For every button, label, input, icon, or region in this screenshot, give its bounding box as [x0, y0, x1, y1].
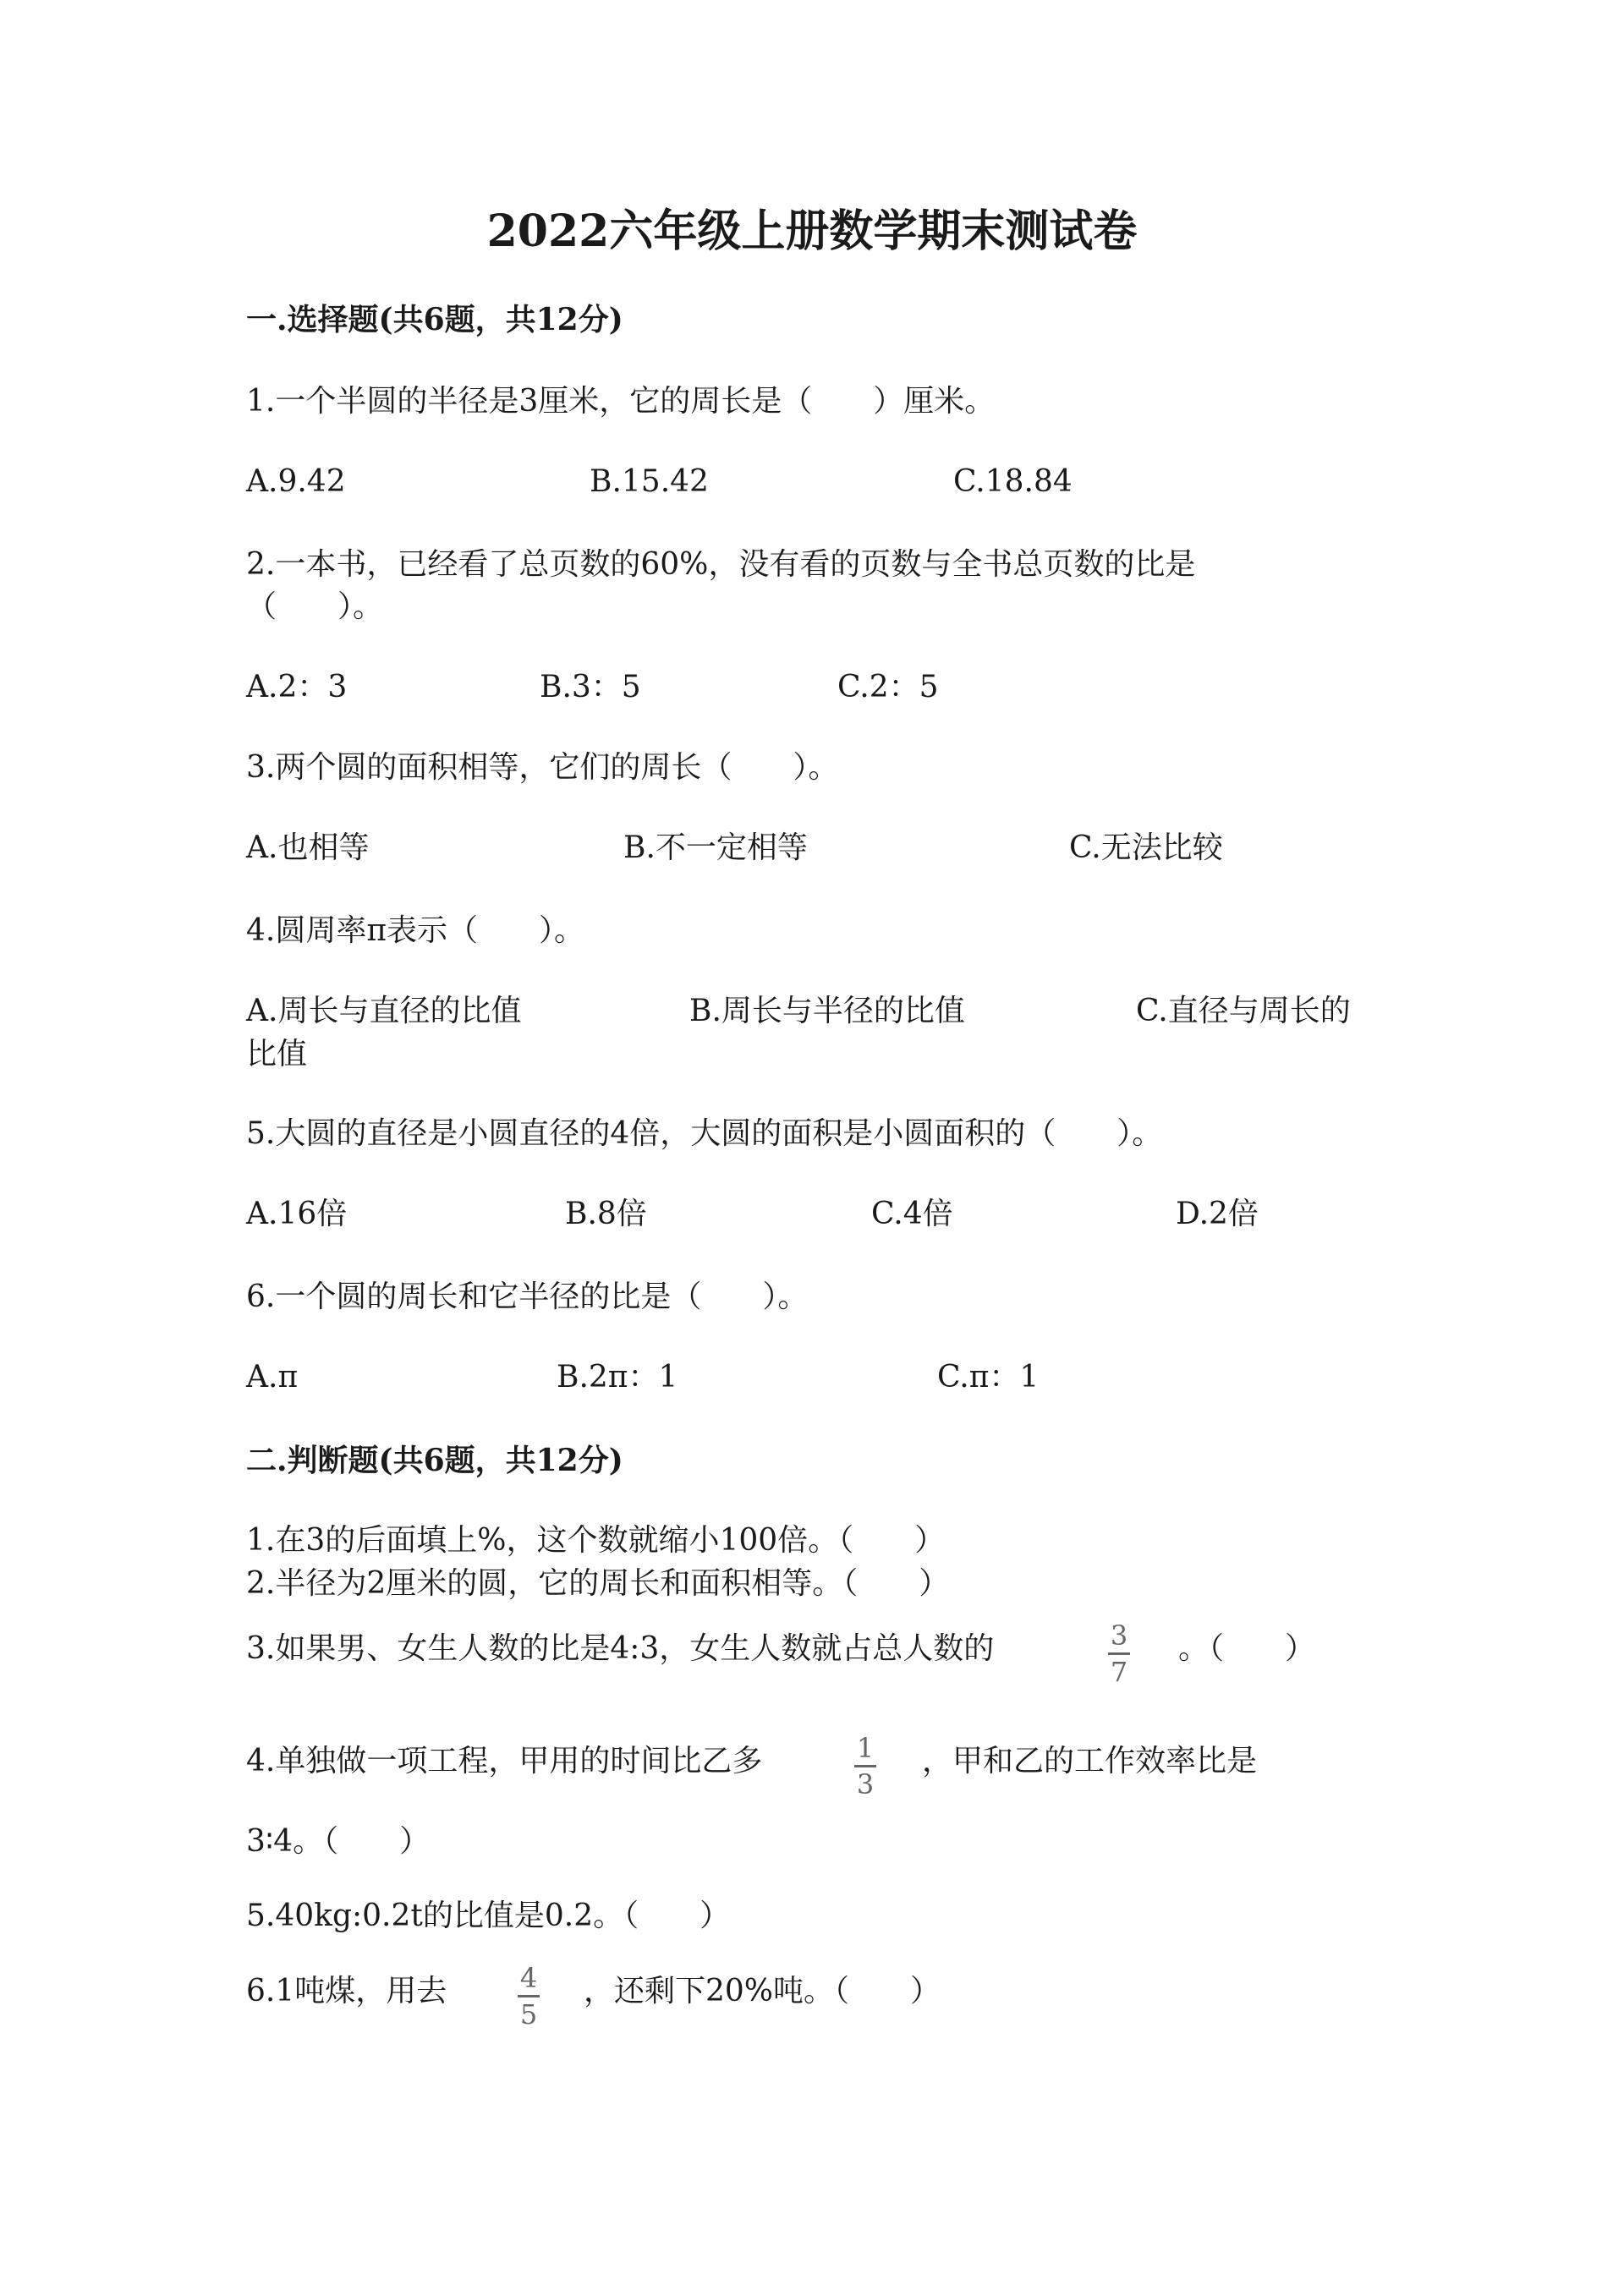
option-c-cont: 比值 — [246, 1037, 308, 1071]
option-c: C.18.84 — [953, 464, 1073, 499]
fraction-denominator: 7 — [1110, 1656, 1128, 1688]
judge-item: 1.在3的后面填上%，这个数就缩小100倍。（ ） — [246, 1523, 946, 1558]
option-a: A.也相等 — [246, 830, 370, 865]
option-d: D.2倍 — [1176, 1197, 1259, 1231]
fraction-denominator: 5 — [519, 1998, 538, 2030]
fraction-3-7 — [1108, 1620, 1130, 1687]
option-a: A.周长与直径的比值 — [246, 994, 522, 1028]
fraction-4-5 — [518, 1963, 540, 2030]
question-stem: 6.一个圆的周长和它半径的比是（ ）。 — [246, 1280, 809, 1314]
question-stem-cont: （ ）。 — [246, 589, 384, 624]
option-a: A.2：3 — [246, 670, 348, 704]
judge-item: 5.40kg:0.2t的比值是0.2。（ ） — [246, 1899, 731, 1933]
fraction-1-3 — [854, 1733, 876, 1800]
question-stem: 2.一本书，已经看了总页数的60%，没有看的页数与全书总页数的比是 — [246, 547, 1196, 582]
judge-item-text: 。（ ） — [1178, 1631, 1316, 1666]
section-heading-choice: 一.选择题(共6题，共12分) — [246, 302, 623, 337]
judge-item-text: 6.1吨煤，用去 — [246, 1974, 447, 2008]
option-c: C.4倍 — [871, 1197, 953, 1231]
judge-item-text: 3.如果男、女生人数的比是4:3，女生人数就占总人数的 — [246, 1631, 995, 1666]
fraction-denominator: 3 — [856, 1768, 875, 1800]
judge-item: 2.半径为2厘米的圆，它的周长和面积相等。（ ） — [246, 1566, 950, 1601]
fraction-numerator: 3 — [1110, 1619, 1128, 1652]
option-c: C.π：1 — [937, 1360, 1040, 1395]
option-b: B.8倍 — [565, 1197, 647, 1231]
question-stem: 3.两个圆的面积相等，它们的周长（ ）。 — [246, 750, 839, 785]
option-a: A.π — [246, 1360, 299, 1395]
judge-item-text: ，甲和乙的工作效率比是 — [922, 1744, 1258, 1778]
question-stem: 5.大圆的直径是小圆直径的4倍，大圆的面积是小圆面积的（ ）。 — [246, 1116, 1163, 1151]
judge-item-cont: 3∶4。（ ） — [246, 1824, 431, 1859]
option-b: B.周长与半径的比值 — [689, 994, 965, 1028]
option-b: B.15.42 — [590, 464, 709, 499]
question-stem: 1.一个半圆的半径是3厘米，它的周长是（ ）厘米。 — [246, 384, 996, 419]
fraction-numerator: 4 — [519, 1962, 538, 1994]
fraction-bar — [518, 1995, 540, 1997]
fraction-bar — [1108, 1652, 1130, 1655]
judge-item-text: ，还剩下20%吨。（ ） — [584, 1974, 941, 2008]
section-heading-judge: 二.判断题(共6题，共12分) — [246, 1443, 623, 1478]
option-b: B.3：5 — [540, 670, 641, 704]
option-b: B.2π：1 — [557, 1360, 678, 1395]
question-stem: 4.圆周率π表示（ ）。 — [246, 913, 585, 948]
judge-item-text: 4.单独做一项工程，甲用的时间比乙多 — [246, 1744, 763, 1778]
fraction-numerator: 1 — [856, 1732, 875, 1764]
option-c: C.无法比较 — [1069, 830, 1223, 865]
fraction-bar — [854, 1765, 876, 1767]
option-b: B.不一定相等 — [623, 830, 808, 865]
option-a: A.16倍 — [246, 1197, 348, 1231]
option-a: A.9.42 — [246, 464, 346, 499]
option-c: C.2：5 — [837, 670, 939, 704]
option-c: C.直径与周长的 — [1136, 994, 1351, 1028]
page-title: 2022六年级上册数学期末测试卷 — [486, 205, 1138, 257]
